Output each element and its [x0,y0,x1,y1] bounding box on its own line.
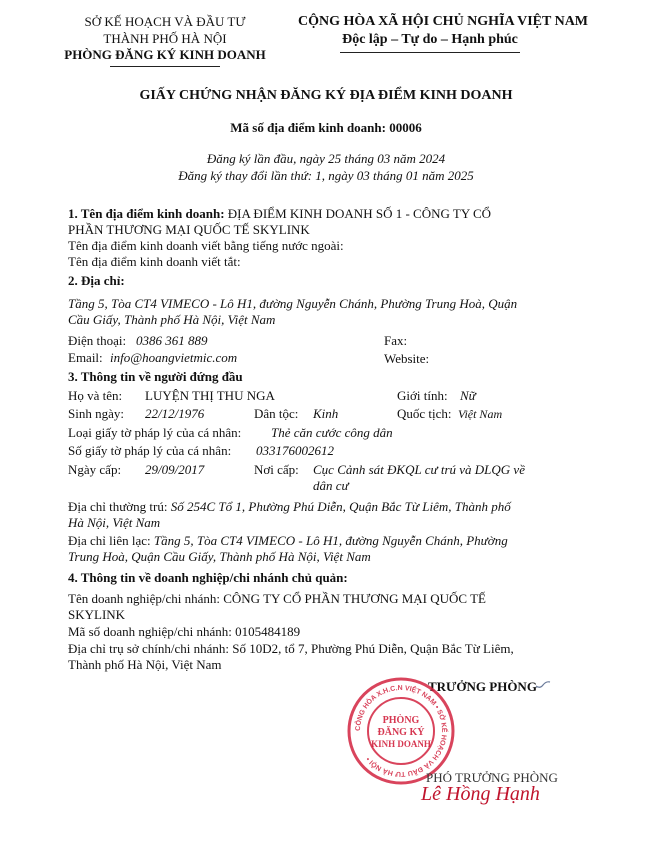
ethnicity-label: Dân tộc: [254,406,299,421]
parent-company-name-line1: Tên doanh nghiệp/chi nhánh: CÔNG TY CỔ PHẦN THƯƠNG MẠI QUỐC TẾ [68,591,486,606]
agency-office-name: PHÒNG ĐĂNG KÝ KINH DOANH [64,47,266,62]
contact-address-value-line1: Tầng 5, Tòa CT4 VIMECO - Lô H1, đường Nguyễn Chánh, Phường [153,533,508,548]
issue-date-value: 29/09/2017 [145,462,205,477]
address-line1: Tầng 5, Tòa CT4 VIMECO - Lô H1, đường Nguyễn Chánh, Phường Trung Hoà, Quận [68,296,518,311]
national-title: CỘNG HÒA XÃ HỘI CHỦ NGHĨA VIỆT NAM [298,14,589,29]
stamp-center-line2: ĐĂNG KÝ [377,727,425,738]
header-right-underline [340,52,520,53]
section-2-heading: 2. Địa chỉ: [68,273,125,288]
email-value: info@hoangvietmic.com [110,350,238,365]
section-1-heading: 1. Tên địa điểm kinh doanh: [68,206,225,221]
permanent-address-label: Địa chỉ thường trú: [68,499,168,514]
permanent-address-line1 [68,499,511,515]
contact-address-line1 [68,533,508,549]
section-3-heading: 3. Thông tin về người đứng đầu [68,369,243,384]
dob-value: 22/12/1976 [145,406,205,421]
issue-date-label: Ngày cấp: [68,462,122,477]
abbreviated-name-label: Tên địa điểm kinh doanh viết tắt: [68,254,241,269]
business-location-code: Mã số địa điểm kinh doanh: 00006 [230,120,422,135]
deputy-role: PHÓ TRƯỞNG PHÒNG [426,770,558,785]
head-name-value: LUYỆN THỊ THU NGA [145,388,275,403]
signer-name: Lê Hồng Hạnh [421,783,540,805]
id-number-label: Số giấy tờ pháp lý của cá nhân: [68,443,232,458]
address-line2: Cầu Giấy, Thành phố Hà Nội, Việt Nam [68,312,276,327]
permanent-address-line2: Hà Nội, Việt Nam [68,515,161,530]
ethnicity-value: Kinh [313,406,339,421]
issue-place-label: Nơi cấp: [254,462,299,477]
agency-name-line2: THÀNH PHỐ HÀ NỘI [103,31,227,46]
parent-company-address-line1: Địa chỉ trụ sở chính/chi nhánh: Số 10D2, tổ 7, Phường Phú Diễn, Quận Bắc Từ Liêm, [68,641,514,656]
foreign-name-label: Tên địa điểm kinh doanh viết bằng tiếng nước ngoài: [68,238,344,253]
gender-value: Nữ [460,388,476,403]
contact-address-line2: Trung Hoà, Quận Cầu Giấy, Thành phố Hà Nội, Việt Nam [68,549,371,564]
phone-value: 0386 361 889 [136,333,208,348]
stamp-center-line1: PHÒNG [382,715,420,726]
national-motto: Độc lập – Tự do – Hạnh phúc [342,32,518,47]
id-type-label: Loại giấy tờ pháp lý của cá nhân: [68,425,242,440]
issue-place-line1: Cục Cảnh sát ĐKQL cư trú và DLQG về [313,462,525,477]
location-name-part2: PHẦN THƯƠNG MẠI QUỐC TẾ SKYLINK [68,222,310,237]
location-name-part1: ĐỊA ĐIỂM KINH DOANH SỐ 1 - CÔNG TY CỔ [227,206,492,221]
email-label: Email: [68,350,103,365]
parent-company-code: Mã số doanh nghiệp/chi nhánh: 0105484189 [68,624,301,639]
phone-label: Điện thoại: [68,333,127,348]
nationality-label: Quốc tịch: [397,406,452,421]
nationality-value: Việt Nam [458,407,503,421]
first-registration-date: Đăng ký lần đầu, ngày 25 tháng 03 năm 2024 [206,151,446,166]
contact-address-label: Địa chỉ liên lạc: [68,533,151,548]
change-registration-date: Đăng ký thay đổi lần thứ: 1, ngày 03 tháng 01 năm 2025 [178,168,474,183]
section-4-heading: 4. Thông tin về doanh nghiệp/chi nhánh chủ quản: [68,570,348,585]
id-number-value: 033176002612 [256,443,334,458]
stamp-center-line3: KINH DOANH [371,739,431,749]
document-title: GIẤY CHỨNG NHẬN ĐĂNG KÝ ĐỊA ĐIỂM KINH DOANH [139,88,513,103]
website-label: Website: [384,351,430,366]
issue-place-line2: dân cư [313,478,349,493]
section-1-name-line1 [68,206,491,222]
head-name-label: Họ và tên: [68,388,123,403]
permanent-address-value-line1: Số 254C Tổ 1, Phường Phú Diễn, Quận Bắc Từ Liêm, Thành phố [170,499,511,514]
id-type-value: Thẻ căn cước công dân [271,425,393,440]
dob-label: Sinh ngày: [68,406,124,421]
agency-name-line1: SỞ KẾ HOẠCH VÀ ĐẦU TƯ [84,14,246,29]
parent-company-name-line2: SKYLINK [68,607,126,622]
gender-label: Giới tính: [397,388,448,403]
signer-role: TRƯỞNG PHÒNG [428,679,537,694]
header-left-underline [110,66,220,67]
stamp-ring-text: CÔNG HÒA X.H.C.N VIỆT NAM • SỞ KẾ HOẠCH VÀ ĐẦU TƯ HÀ NỘI • [354,684,448,778]
checkmark-scribble-icon [535,680,551,690]
fax-label: Fax: [384,333,408,348]
parent-company-address-line2: Thành phố Hà Nội, Việt Nam [68,657,222,672]
